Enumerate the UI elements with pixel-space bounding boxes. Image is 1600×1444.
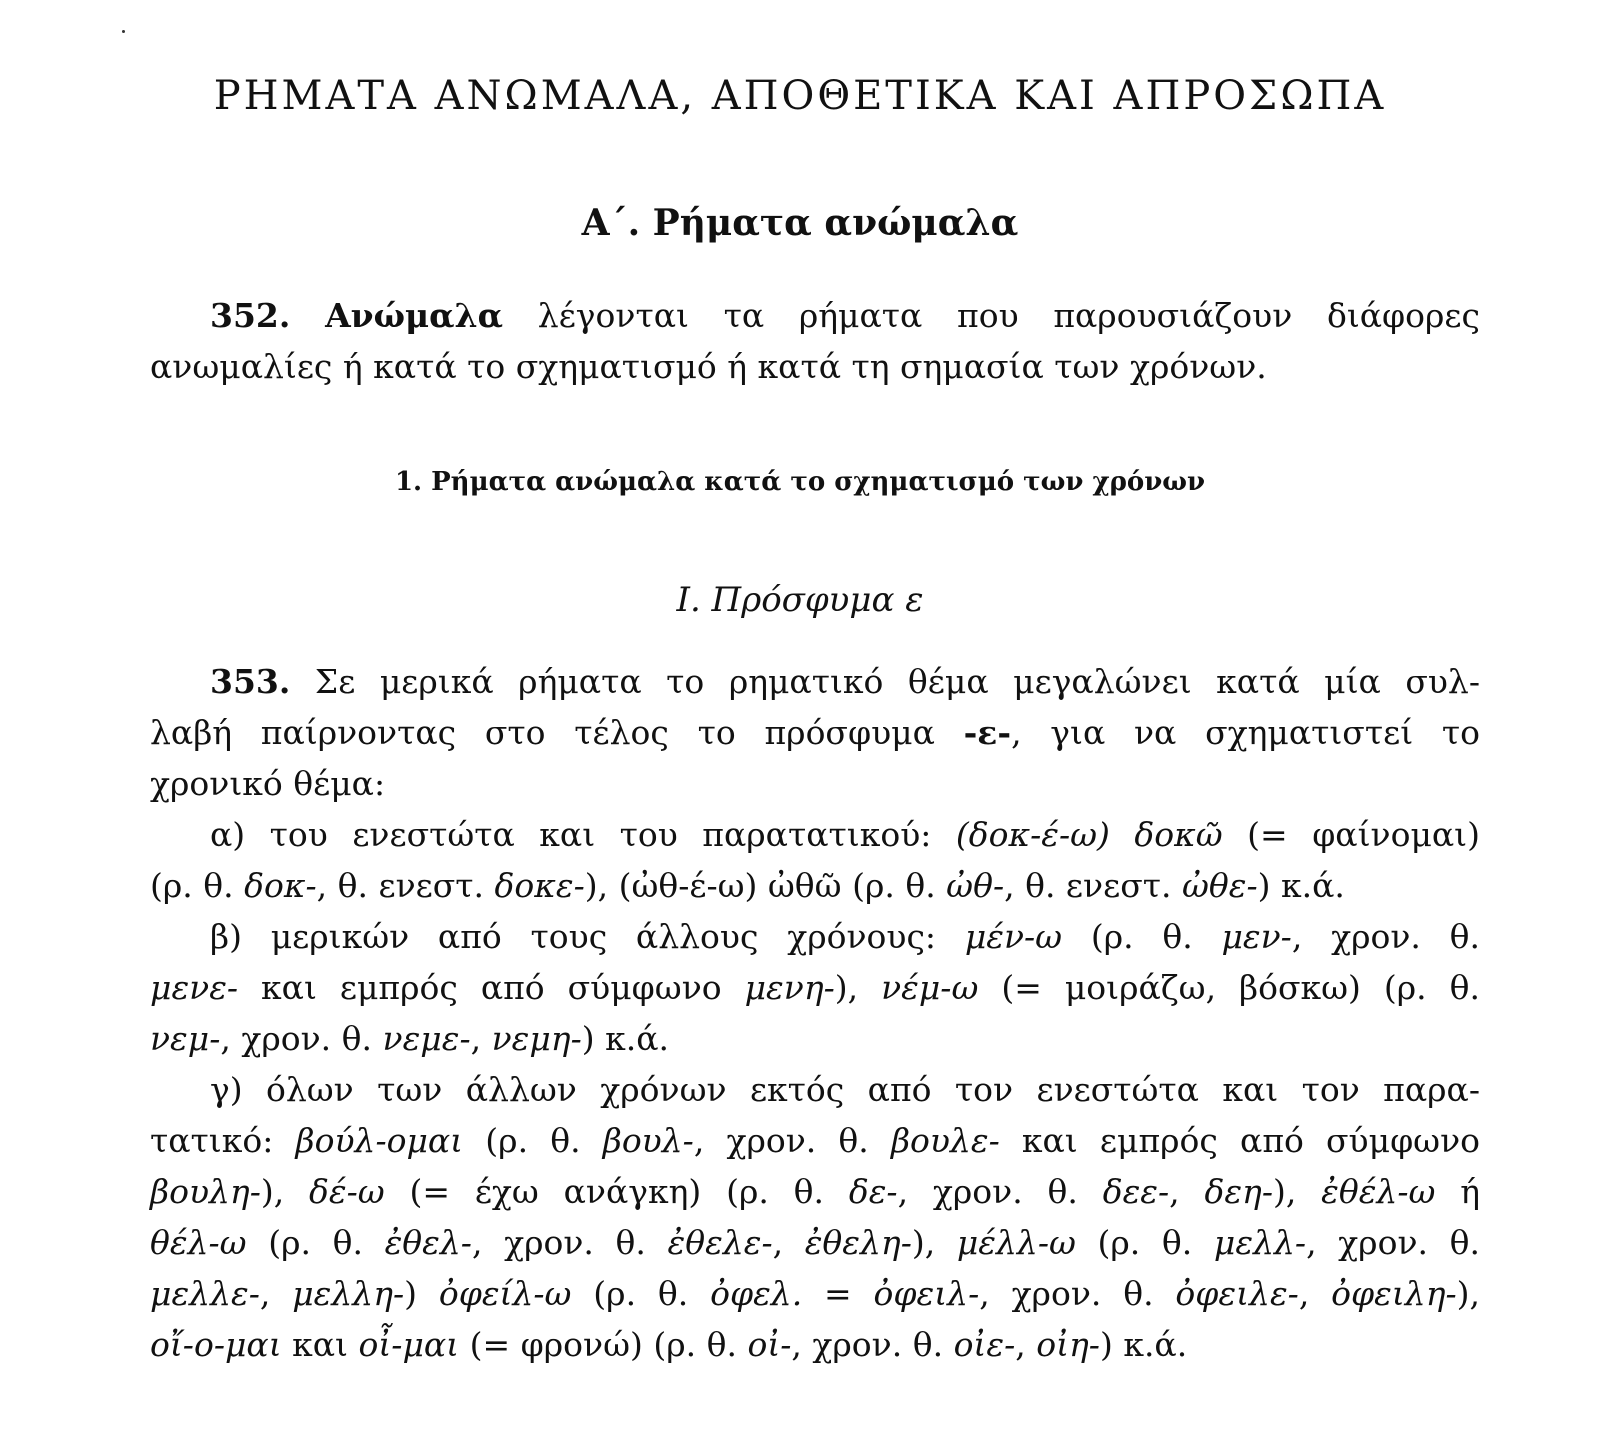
text-run: (= μοιράζω, βόσκω) (ρ. θ. [978, 968, 1480, 1007]
example-term: μελλε- [150, 1274, 260, 1313]
example-term: νεμ- [150, 1019, 221, 1058]
example-term: ὀφελ. [710, 1274, 803, 1313]
example-term: βούλ-ομαι [295, 1121, 464, 1160]
text-run: (ρ. θ. [463, 1121, 603, 1160]
text-run: και [281, 1325, 359, 1364]
example-term: μελλ- [1213, 1223, 1307, 1262]
text-run: ), (ὠθ-έ-ω) ὠθῶ (ρ. θ. [584, 866, 947, 905]
text-run: (= φρονώ) (ρ. θ. [459, 1325, 748, 1364]
text-run: Σε μερικά ρήματα το ρηματικό θέμα μεγαλώνει κατά μία συλ- [290, 662, 1480, 701]
example-term: οἶ-μαι [358, 1325, 460, 1364]
example-term: μενη- [744, 968, 835, 1007]
text-run: , για να σχηματιστεί το [1011, 713, 1480, 752]
text-run: , [1015, 1325, 1037, 1364]
example-term: ἐθέλ-ω [1321, 1172, 1436, 1211]
example-term: δέ-ω [309, 1172, 385, 1211]
text-run: , [1169, 1172, 1205, 1211]
text-run: ) κ.ά. [581, 1019, 669, 1058]
paragraph-353 [150, 656, 1480, 1370]
item-c-line-2 [150, 1115, 1480, 1166]
text-run: , [1298, 1274, 1332, 1313]
example-term: δοκ- [244, 866, 317, 905]
example-term: δεη- [1204, 1172, 1273, 1211]
paragraph-353-line-2 [150, 707, 1480, 758]
example-term: νεμη- [491, 1019, 582, 1058]
item-c-line-6 [150, 1319, 1480, 1370]
example-term: οἰε- [953, 1325, 1016, 1364]
suffix-term: -ε- [963, 713, 1012, 752]
item-b-line-3 [150, 1013, 1480, 1064]
text-run: , [470, 1019, 492, 1058]
text-run: ή [1435, 1172, 1481, 1211]
text-run: ), [911, 1223, 957, 1262]
example-term: ὠθ- [946, 866, 1005, 905]
example-term: νεμε- [382, 1019, 471, 1058]
text-run: (= έχω ανάγκη) (ρ. θ. [384, 1172, 849, 1211]
example-term: δεε- [1102, 1172, 1170, 1211]
example-term: ἐθελη- [804, 1223, 912, 1262]
text-run: , χρον. θ. [979, 1274, 1176, 1313]
subsection-heading-I: Ι. Πρόσφυμα ε [676, 580, 924, 620]
example-term: ὠθε- [1181, 866, 1258, 905]
text-run: τατικό: [150, 1121, 296, 1160]
text-run: , θ. ενεστ. [316, 866, 495, 905]
text-run: λέγονται τα ρήματα που παρουσιάζουν διάφορες [503, 296, 1480, 335]
example-term: ὀφειλ- [873, 1274, 980, 1313]
text-run: , χρον. θ. [897, 1172, 1103, 1211]
example-term: βουλη- [150, 1172, 261, 1211]
defined-term: Ανώμαλα [325, 296, 504, 335]
example-term: ὀφειλη- [1331, 1274, 1457, 1313]
text-run: (ρ. θ. [571, 1274, 711, 1313]
text-run: ) κ.ά. [1257, 866, 1345, 905]
paragraph-number: 352. [210, 296, 291, 335]
text-run: , χρον. θ. [791, 1325, 954, 1364]
example-term: μελλη- [292, 1274, 405, 1313]
example-term: νέμ-ω [881, 968, 979, 1007]
scan-speck [122, 30, 125, 33]
item-b-line-2 [150, 962, 1480, 1013]
example-term: οἰ- [747, 1325, 792, 1364]
text-run: ), [260, 1172, 310, 1211]
example-term: μενε- [150, 968, 239, 1007]
item-a-line-2 [150, 860, 1480, 911]
paragraph-353-line-3: χρονικό θέμα: [150, 764, 386, 803]
example-term: οἰη- [1036, 1325, 1100, 1364]
text-run: α) του ενεστώτα και του παρατατικού: [210, 815, 956, 854]
paragraph-number: 353. [210, 662, 291, 701]
text-run: (ρ. θ. [246, 1223, 385, 1262]
item-c-line-4 [150, 1217, 1480, 1268]
page-title: ΡΗΜΑΤΑ ΑΝΩΜΑΛΑ, ΑΠΟΘΕΤΙΚΑ ΚΑΙ ΑΠΡΟΣΩΠΑ [213, 73, 1387, 119]
example-term: ὀφείλ-ω [438, 1274, 572, 1313]
text-run: ) κ.ά. [1099, 1325, 1188, 1364]
text-run: (ρ. θ. [1062, 917, 1222, 956]
text-run: (ρ. θ. [1075, 1223, 1214, 1262]
example-term: (δοκ-έ-ω) δοκῶ [955, 815, 1223, 854]
text-run: , χρον. θ. [693, 1121, 891, 1160]
example-term: βουλ- [602, 1121, 694, 1160]
text-run: και εμπρός από σύμφωνο [999, 1121, 1481, 1160]
subsection-heading-1: 1. Ρήματα ανώμαλα κατά το σχηματισμό των χρόνων [394, 467, 1206, 497]
item-c-line-3 [150, 1166, 1480, 1217]
item-c-line-1: γ) όλων των άλλων χρόνων εκτός από τον ενεστώτα και τον παρα- [210, 1070, 1480, 1109]
text-run: και εμπρός από σύμφωνο [238, 968, 745, 1007]
paragraph-352 [150, 290, 1480, 392]
text-run: , [259, 1274, 293, 1313]
text-run: , [772, 1223, 805, 1262]
item-b-line-1 [150, 911, 1480, 962]
example-term: δοκε- [494, 866, 585, 905]
example-term: οἴ-ο-μαι [150, 1325, 282, 1364]
example-term: βουλε- [890, 1121, 1000, 1160]
text-run: , χρον. θ. [220, 1019, 383, 1058]
text-run: (= φαίνομαι) [1222, 815, 1480, 854]
text-run: (ρ. θ. [150, 866, 245, 905]
paragraph-353-line-1 [150, 656, 1480, 707]
paragraph-352-line-1 [150, 290, 1480, 341]
paragraph-352-line-2: ανωμαλίες ή κατά το σχηματισμό ή κατά τη σημασία των χρόνων. [150, 347, 1267, 386]
example-term: θέλ-ω [150, 1223, 247, 1262]
example-term: μεν- [1221, 917, 1292, 956]
example-term: ἐθελε- [667, 1223, 773, 1262]
item-a-line-1 [150, 809, 1480, 860]
text-run: β) μερικών από τους άλλους χρόνους: [210, 917, 965, 956]
text-run: ), [834, 968, 882, 1007]
text-run: , χρον. θ. [471, 1223, 668, 1262]
section-heading-a: Α΄. Ρήματα ανώμαλα [581, 202, 1019, 244]
text-run: , θ. ενεστ. [1004, 866, 1182, 905]
example-term: ἐθελ- [384, 1223, 472, 1262]
text-run: ), [1272, 1172, 1322, 1211]
example-term: μέλλ-ω [956, 1223, 1076, 1262]
example-term: ὀφειλε- [1175, 1274, 1299, 1313]
text-run: λαβή παίρνοντας στο τέλος το πρόσφυμα [150, 713, 964, 752]
item-c-line-5 [150, 1268, 1480, 1319]
text-run: , χρον. θ. [1291, 917, 1481, 956]
text-run: = [802, 1274, 874, 1313]
text-run: , χρον. θ. [1306, 1223, 1480, 1262]
example-term: μέν-ω [964, 917, 1063, 956]
example-term: δε- [848, 1172, 898, 1211]
text-run: ) [404, 1274, 439, 1313]
text-run: ), [1456, 1274, 1481, 1313]
